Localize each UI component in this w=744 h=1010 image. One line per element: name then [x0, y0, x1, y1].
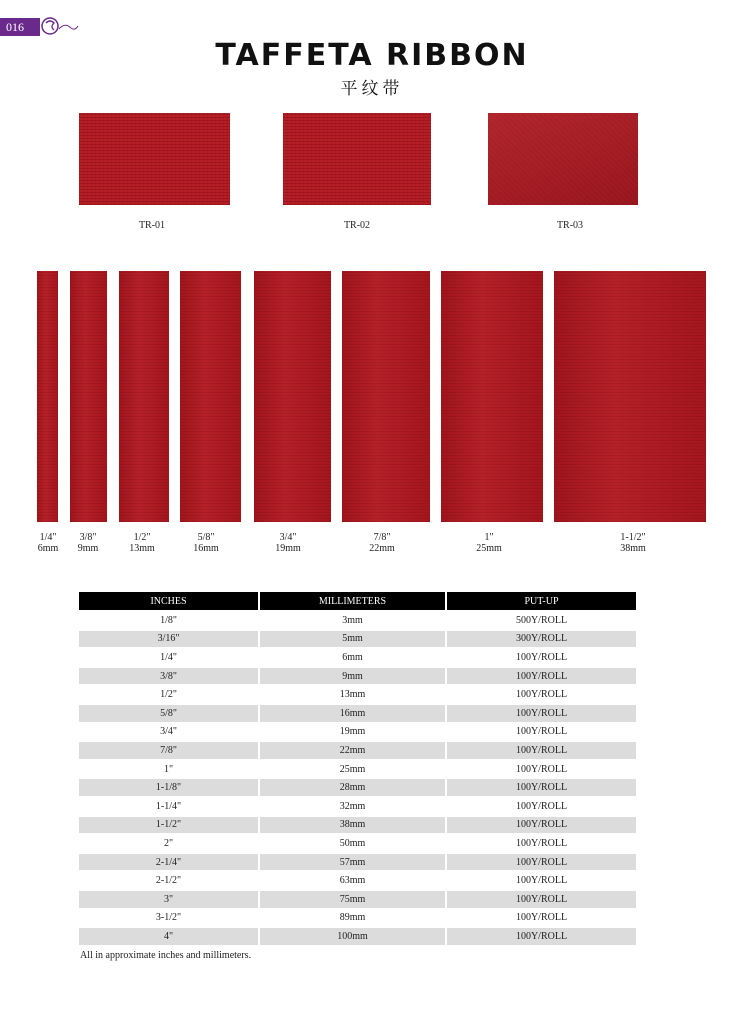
sample-code-tr-02: TR-02 [343, 220, 371, 231]
ribbon-strip-7-8 [342, 271, 430, 522]
cell-inches: 2" [79, 834, 259, 853]
cell-millimeters: 75mm [259, 890, 446, 909]
ribbon-strip-3-4 [254, 271, 331, 522]
strip-label [68, 532, 108, 554]
strip-mm: 16mm [193, 543, 219, 554]
table-row [79, 778, 636, 797]
cell-inches: 1-1/8" [79, 778, 259, 797]
table-row [79, 630, 636, 649]
cell-put-up: 100Y/ROLL [446, 778, 636, 797]
cell-millimeters: 6mm [259, 648, 446, 667]
sample-swatch-tr-01 [79, 113, 230, 205]
table-row [79, 648, 636, 667]
table-row [79, 611, 636, 630]
sample-code-tr-03: TR-03 [556, 220, 584, 231]
strip-label [122, 532, 162, 554]
table-row [79, 853, 636, 872]
cell-millimeters: 38mm [259, 816, 446, 835]
cell-inches: 4" [79, 927, 259, 945]
cell-put-up: 500Y/ROLL [446, 611, 636, 630]
strip-mm: 13mm [129, 543, 155, 554]
cell-millimeters: 28mm [259, 778, 446, 797]
strip-mm: 22mm [369, 543, 395, 554]
strip-label [28, 532, 68, 554]
table-row [79, 909, 636, 928]
table-row [79, 667, 636, 686]
table-row [79, 834, 636, 853]
cell-inches: 3/16" [79, 630, 259, 649]
strip-label [469, 532, 509, 554]
cell-inches: 2-1/2" [79, 871, 259, 890]
cell-millimeters: 32mm [259, 797, 446, 816]
spec-table [79, 592, 636, 945]
table-row [79, 704, 636, 723]
cell-put-up: 100Y/ROLL [446, 834, 636, 853]
table-header-row [79, 592, 636, 611]
page-subtitle: 平纹带 [340, 79, 404, 99]
cell-put-up: 100Y/ROLL [446, 648, 636, 667]
strip-label [268, 532, 308, 554]
cell-millimeters: 19mm [259, 723, 446, 742]
brand-logo-icon [40, 14, 80, 38]
cell-put-up: 100Y/ROLL [446, 797, 636, 816]
strip-label [611, 532, 655, 554]
cell-millimeters: 3mm [259, 611, 446, 630]
cell-put-up: 300Y/ROLL [446, 630, 636, 649]
strip-mm: 19mm [275, 543, 301, 554]
strip-inch: 1" [484, 532, 494, 543]
cell-millimeters: 25mm [259, 760, 446, 779]
cell-put-up: 100Y/ROLL [446, 927, 636, 945]
cell-millimeters: 89mm [259, 909, 446, 928]
strip-label [362, 532, 402, 554]
cell-inches: 1/4" [79, 648, 259, 667]
cell-inches: 1" [79, 760, 259, 779]
cell-inches: 3/4" [79, 723, 259, 742]
strip-mm: 6mm [37, 543, 59, 554]
cell-millimeters: 13mm [259, 685, 446, 704]
strip-mm: 25mm [476, 543, 502, 554]
header-inches: INCHES [79, 592, 259, 611]
cell-inches: 7/8" [79, 741, 259, 760]
cell-inches: 2-1/4" [79, 853, 259, 872]
cell-put-up: 100Y/ROLL [446, 667, 636, 686]
strip-inch: 5/8" [197, 532, 215, 543]
cell-millimeters: 5mm [259, 630, 446, 649]
strip-mm: 9mm [77, 543, 99, 554]
strip-mm: 38mm [620, 543, 646, 554]
strip-inch: 3/4" [279, 532, 297, 543]
cell-inches: 3" [79, 890, 259, 909]
table-row [79, 741, 636, 760]
cell-put-up: 100Y/ROLL [446, 890, 636, 909]
sample-code-tr-01: TR-01 [138, 220, 166, 231]
cell-inches: 1/8" [79, 611, 259, 630]
footnote: All in approximate inches and millimeters. [80, 950, 252, 961]
cell-millimeters: 100mm [259, 927, 446, 945]
sample-swatch-tr-03 [488, 113, 638, 205]
cell-put-up: 100Y/ROLL [446, 909, 636, 928]
sample-swatch-tr-02 [283, 113, 431, 205]
page-number-badge [0, 18, 40, 36]
table-row [79, 816, 636, 835]
cell-inches: 3-1/2" [79, 909, 259, 928]
cell-millimeters: 57mm [259, 853, 446, 872]
cell-millimeters: 63mm [259, 871, 446, 890]
cell-millimeters: 16mm [259, 704, 446, 723]
cell-inches: 3/8" [79, 667, 259, 686]
strip-inch: 1/4" [39, 532, 57, 543]
cell-put-up: 100Y/ROLL [446, 760, 636, 779]
table-row [79, 760, 636, 779]
header-put-up: PUT-UP [446, 592, 636, 611]
table-row [79, 871, 636, 890]
strip-inch: 7/8" [373, 532, 391, 543]
cell-put-up: 100Y/ROLL [446, 853, 636, 872]
cell-inches: 1-1/4" [79, 797, 259, 816]
strip-label [186, 532, 226, 554]
table-row [79, 890, 636, 909]
ribbon-strip-1-2 [119, 271, 169, 522]
cell-millimeters: 9mm [259, 667, 446, 686]
table-row [79, 685, 636, 704]
cell-put-up: 100Y/ROLL [446, 704, 636, 723]
page-title: TAFFETA RIBBON [215, 38, 529, 73]
strip-inch: 1/2" [133, 532, 151, 543]
cell-inches: 5/8" [79, 704, 259, 723]
table-row [79, 797, 636, 816]
cell-millimeters: 50mm [259, 834, 446, 853]
cell-put-up: 100Y/ROLL [446, 871, 636, 890]
ribbon-strip-1-1-2 [554, 271, 706, 522]
cell-put-up: 100Y/ROLL [446, 723, 636, 742]
page-number: 016 [6, 20, 24, 34]
cell-put-up: 100Y/ROLL [446, 741, 636, 760]
strip-inch: 1-1/2" [620, 532, 646, 543]
ribbon-strip-1 [441, 271, 543, 522]
cell-inches: 1-1/2" [79, 816, 259, 835]
ribbon-strip-3-8 [70, 271, 107, 522]
cell-millimeters: 22mm [259, 741, 446, 760]
table-row [79, 723, 636, 742]
ribbon-strip-5-8 [180, 271, 241, 522]
ribbon-strip-1-4 [37, 271, 58, 522]
cell-put-up: 100Y/ROLL [446, 816, 636, 835]
strip-inch: 3/8" [79, 532, 97, 543]
header-millimeters: MILLIMETERS [259, 592, 446, 611]
table-row [79, 927, 636, 945]
cell-put-up: 100Y/ROLL [446, 685, 636, 704]
cell-inches: 1/2" [79, 685, 259, 704]
spec-table-body [79, 611, 636, 945]
